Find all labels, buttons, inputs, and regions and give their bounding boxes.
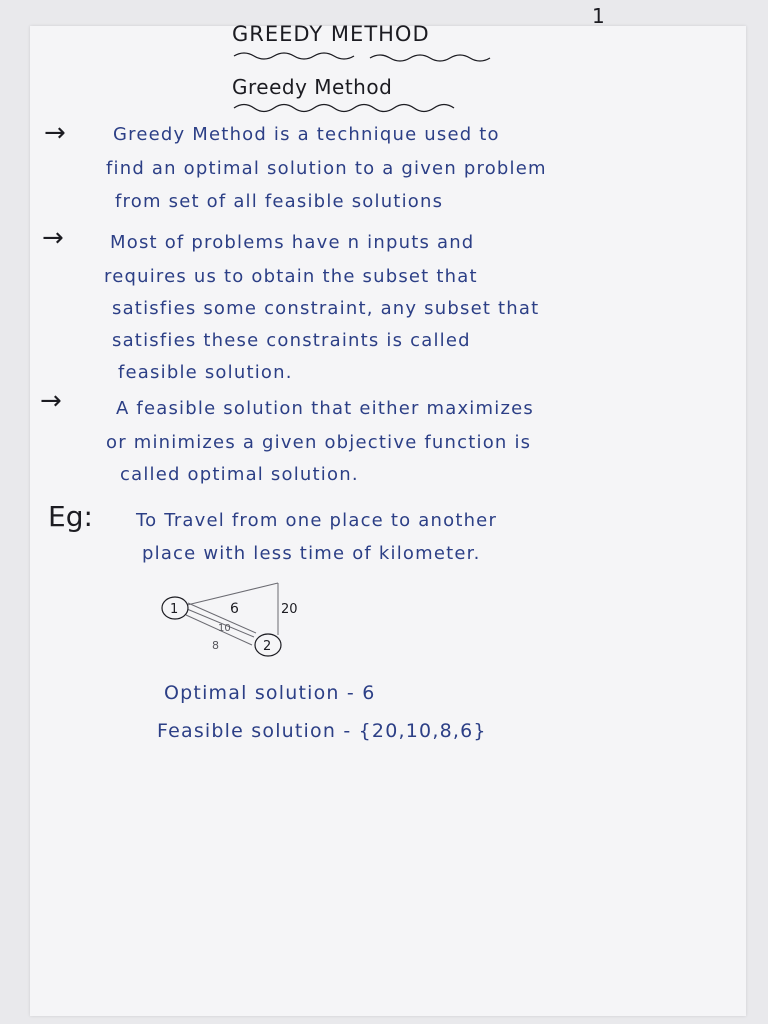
- title-caps: GREEDY METHOD: [232, 22, 430, 46]
- bullet-arrow-icon: →: [44, 118, 66, 148]
- edge-weight: 8: [212, 639, 219, 652]
- text-line: from set of all feasible solutions: [115, 191, 444, 212]
- text-line: feasible solution.: [118, 362, 293, 383]
- edge-weight: 6: [230, 601, 239, 617]
- optimal-solution: Optimal solution - 6: [164, 682, 376, 704]
- graph-node-label: 1: [170, 602, 179, 617]
- text-line: A feasible solution that either maximizes: [116, 398, 534, 419]
- edge-weight: 10: [218, 623, 231, 634]
- text-line: satisfies these constraints is called: [112, 330, 471, 351]
- graph-node-label: 2: [263, 639, 272, 654]
- text-line: find an optimal solution to a given problem: [106, 158, 547, 179]
- bullet-arrow-icon: →: [40, 386, 62, 416]
- page-number: 1: [592, 4, 605, 28]
- title-caps-underline: [232, 50, 492, 62]
- example-line: place with less time of kilometer.: [142, 543, 481, 564]
- title-underline: [232, 100, 472, 114]
- text-line: satisfies some constraint, any subset that: [112, 298, 540, 319]
- text-line: Most of problems have n inputs and: [110, 232, 475, 253]
- bullet-arrow-icon: →: [42, 223, 64, 253]
- example-label: Eg:: [48, 500, 93, 533]
- feasible-solution: Feasible solution - {20,10,8,6}: [157, 720, 487, 742]
- text-line: called optimal solution.: [120, 464, 359, 485]
- text-line: Greedy Method is a technique used to: [113, 124, 500, 145]
- example-line: To Travel from one place to another: [136, 510, 498, 531]
- example-graph: [150, 575, 320, 665]
- edge-weight: 20: [281, 602, 298, 617]
- page-title: Greedy Method: [232, 75, 393, 99]
- text-line: or minimizes a given objective function is: [106, 432, 532, 453]
- text-line: requires us to obtain the subset that: [104, 266, 478, 287]
